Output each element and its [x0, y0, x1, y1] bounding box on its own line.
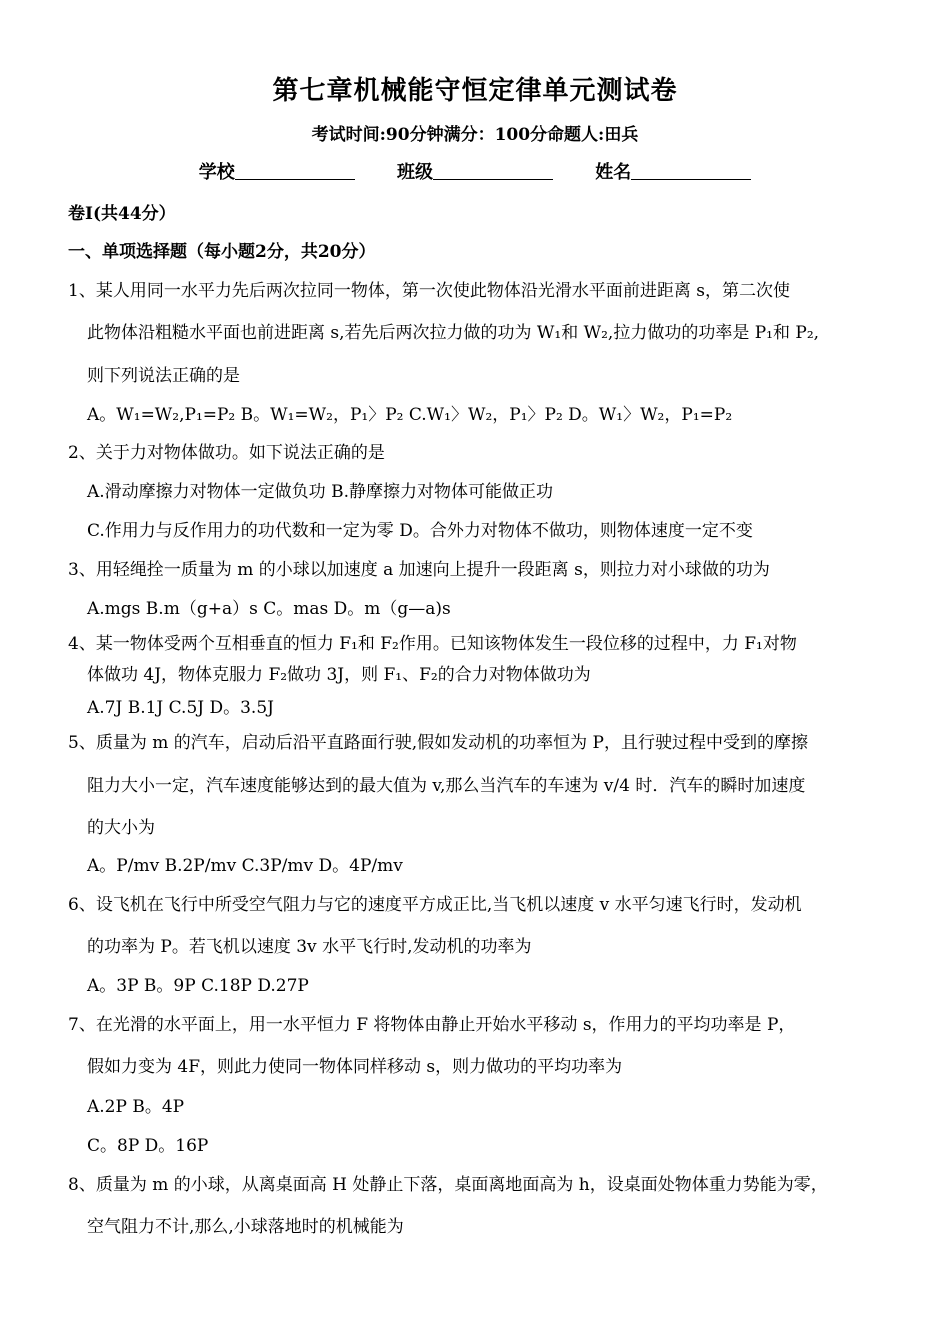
q7-line2: 假如力变为 4F，则此力使同一物体同样移动 s，则力做功的平均功率为 [87, 1057, 623, 1077]
q2-line1: 2、关于力对物体做功。如下说法正确的是 [68, 443, 385, 463]
q1-line3: 则下列说法正确的是 [87, 366, 240, 386]
exam-subtitle: 考试时间:90分钟满分：100分命题人:田兵 [311, 125, 639, 145]
q7-line1: 7、在光滑的水平面上，用一水平恒力 F 将物体由静止开始水平移动 s，作用力的平均功率是 P， [68, 1015, 796, 1035]
class-blank[interactable] [433, 161, 553, 180]
q4-line1: 4、某一物体受两个互相垂直的恒力 F₁和 F₂作用。已知该物体发生一段位移的过程中，力 F₁对物 [68, 634, 797, 654]
q6-line1: 6、设飞机在飞行中所受空气阻力与它的速度平方成正比,当飞机以速度 v 水平匀速飞行时，发动机 [68, 895, 802, 915]
student-info-row [0, 158, 950, 184]
q6-options: A。3P B。9P C.18P D.27P [87, 976, 309, 996]
q5-line3: 的大小为 [87, 818, 155, 838]
q7-options-2: C。8P D。16P [87, 1136, 209, 1156]
school-field[interactable]: 学校 [199, 158, 355, 184]
q8-line2: 空气阻力不计,那么,小球落地时的机械能为 [87, 1217, 404, 1237]
page-title: 第七章机械能守恒定律单元测试卷 [272, 76, 678, 106]
q4-line2: 体做功 4J，物体克服力 F₂做功 3J，则 F₁、F₂的合力对物体做功为 [87, 665, 591, 685]
school-blank[interactable] [235, 161, 355, 180]
q1-line2: 此物体沿粗糙水平面也前进距离 s,若先后两次拉力做的功为 W₁和 W₂,拉力做功的功率是 P₁和 P₂, [87, 323, 820, 343]
volume-heading: 卷Ⅰ(共44分） [68, 204, 176, 224]
q1-line1: 1、某人用同一水平力先后两次拉同一物体，第一次使此物体沿光滑水平面前进距离 s，第二次使 [68, 281, 790, 301]
q6-line2: 的功率为 P。若飞机以速度 3v 水平飞行时,发动机的功率为 [87, 937, 532, 957]
q3-line1: 3、用轻绳拴一质量为 m 的小球以加速度 a 加速向上提升一段距离 s，则拉力对小球做的功为 [68, 560, 770, 580]
class-field[interactable]: 班级 [397, 158, 553, 184]
q2-options-2: C.作用力与反作用力的功代数和一定为零 D。合外力对物体不做功，则物体速度一定不变 [87, 521, 753, 541]
q1-options: A。W₁=W₂,P₁=P₂ B。W₁=W₂，P₁〉P₂ C.W₁〉W₂，P₁〉P₂ D。W₁〉W₂，P₁=P₂ [87, 405, 733, 425]
q2-options-1: A.滑动摩擦力对物体一定做负功 B.静摩擦力对物体可能做正功 [87, 482, 553, 502]
q5-line2: 阻力大小一定，汽车速度能够达到的最大值为 v,那么当汽车的车速为 v/4 时．汽车的瞬时加速度 [87, 776, 806, 796]
q7-options-1: A.2P B。4P [87, 1097, 185, 1117]
q4-options: A.7J B.1J C.5J D。3.5J [87, 698, 274, 718]
part-heading: 一、单项选择题（每小题2分，共20分） [68, 242, 376, 262]
q5-options: A。P/mv B.2P/mv C.3P/mv D。4P/mv [87, 856, 403, 876]
name-field[interactable]: 姓名 [595, 158, 751, 184]
q3-options: A.mgs B.m（g+a）s C。mas D。m（g—a)s [87, 599, 451, 619]
q8-line1: 8、质量为 m 的小球，从离桌面高 H 处静止下落，桌面离地面高为 h，设桌面处物体重力势能为零， [68, 1175, 828, 1195]
q5-line1: 5、质量为 m 的汽车，启动后沿平直路面行驶,假如发动机的功率恒为 P，且行驶过程中受到的摩擦 [68, 733, 808, 753]
name-blank[interactable] [631, 161, 751, 180]
